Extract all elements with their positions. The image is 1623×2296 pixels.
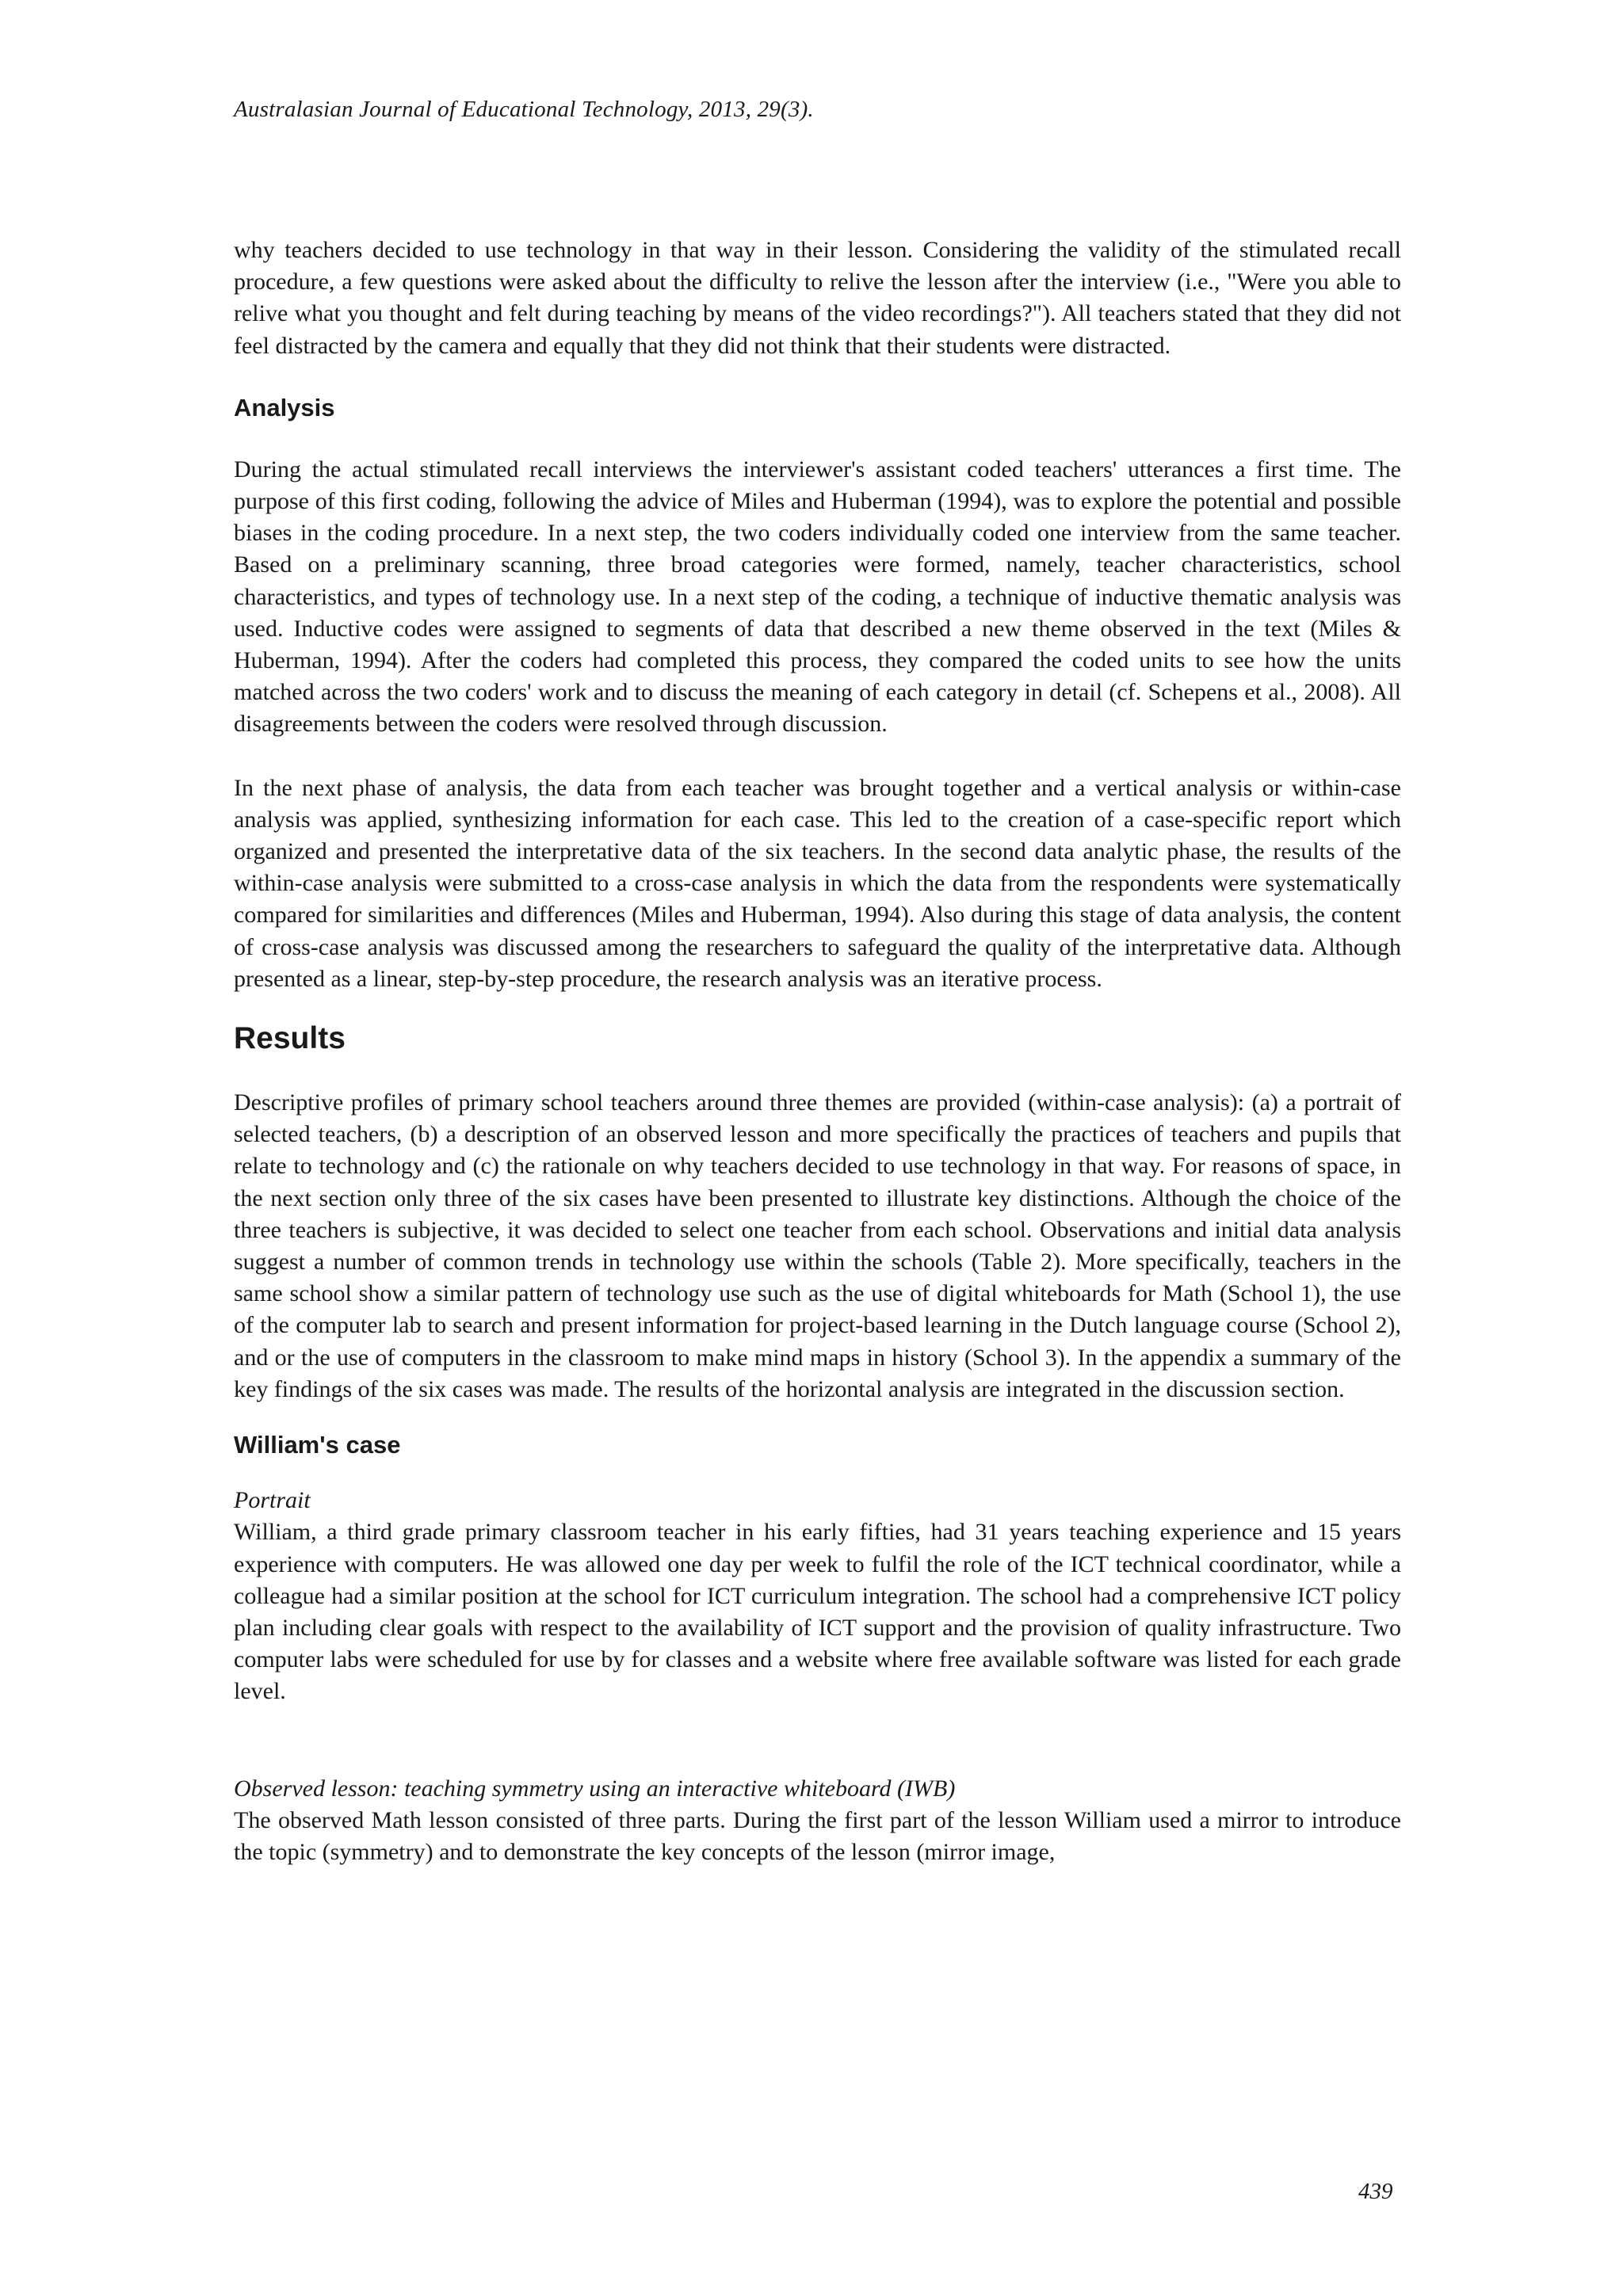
results-heading: Results bbox=[234, 1021, 346, 1056]
intro-paragraph: why teachers decided to use technology in that way in their lesson. Considering the validity of the stimulated recall procedure, a few questions were asked about the difficulty to relive the lesson after the interview (i.e., "Were you able to relive what you thought and felt during teaching by means of the video recordings?"). All teachers stated that they did not feel distracted by the camera and equally that they did not think that their students were distracted. bbox=[234, 237, 1401, 359]
portrait-subheading: Portrait bbox=[234, 1487, 311, 1514]
lesson-subheading: Observed lesson: teaching symmetry using an interactive whiteboard (IWB) bbox=[234, 1775, 956, 1802]
analysis-paragraph-1: During the actual stimulated recall interviews the interviewer's assistant coded teachers' utterances a first time. The purpose of this first coding, following the advice of Miles and Huberman (1994), was to explore the potential and possible biases in the coding procedure. In a next step, the two coders individually coded one interview from the same teacher. Based on a preliminary scanning, three broad categories were formed, namely, teacher characteristics, school characteristics, and types of technology use. In a next step of the coding, a technique of inductive thematic analysis was used. Inductive codes were assigned to segments of data that described a new theme observed in the text (Miles & Huberman, 1994). After the coders had completed this process, they compared the coded units to see how the units matched across the two coders' work and to discuss the meaning of each category in detail (cf. Schepens et al., 2008). All disagreements between the coders were resolved through discussion. bbox=[234, 456, 1401, 738]
williams-case-heading: William's case bbox=[234, 1431, 401, 1459]
lesson-paragraph: The observed Math lesson consisted of three parts. During the first part of the lesson William used a mirror to introduce the topic (symmetry) and to demonstrate the key concepts of the lesson (mirror image, bbox=[234, 1806, 1401, 1865]
portrait-paragraph: William, a third grade primary classroom teacher in his early fifties, had 31 years teaching experience and 15 years experience with computers. He was allowed one day per week to fulfil the role of the ICT technical coordinator, while a colleague had a similar position at the school for ICT curriculum integration. The school had a comprehensive ICT policy plan including clear goals with respect to the availability of ICT support and the provision of quality infrastructure. Two computer labs were scheduled for use by for classes and a website where free available software was listed for each grade level. bbox=[234, 1519, 1401, 1705]
running-head: Australasian Journal of Educational Technology, 2013, 29(3). bbox=[234, 97, 814, 122]
analysis-heading: Analysis bbox=[234, 393, 335, 421]
page-number: 439 bbox=[1358, 2179, 1393, 2204]
page-body bbox=[234, 235, 1401, 1868]
results-paragraph: Descriptive profiles of primary school teachers around three themes are provided (within-case analysis): (a) a portrait of selected teachers, (b) a description of an observed lesson and more specifically the practices of teachers and pupils that relate to technology and (c) the rationale on why teachers decided to use technology in that way. For reasons of space, in the next section only three of the six cases have been presented to illustrate key distinctions. Although the choice of the three teachers is subjective, it was decided to select one teacher from each school. Observations and initial data analysis suggest a number of common trends in technology use within the schools (Table 2). More specifically, teachers in the same school show a similar pattern of technology use such as the use of digital whiteboards for Math (School 1), the use of the computer lab to search and present information for project-based learning in the Dutch language course (School 2), and or the use of computers in the classroom to make mind maps in history (School 3). In the appendix a summary of the key findings of the six cases was made. The results of the horizontal analysis are integrated in the discussion section. bbox=[234, 1089, 1401, 1402]
analysis-paragraph-2: In the next phase of analysis, the data from each teacher was brought together and a vertical analysis or within-case analysis was applied, synthesizing information for each case. This led to the creation of a case-specific report which organized and presented the interpretative data of the six teachers. In the second data analytic phase, the results of the within-case analysis were submitted to a cross-case analysis in which the data from the respondents were systematically compared for similarities and differences (Miles and Huberman, 1994). Also during this stage of data analysis, the content of cross-case analysis was discussed among the researchers to safeguard the quality of the interpretative data. Although presented as a linear, step-by-step procedure, the research analysis was an iterative process. bbox=[234, 774, 1401, 992]
